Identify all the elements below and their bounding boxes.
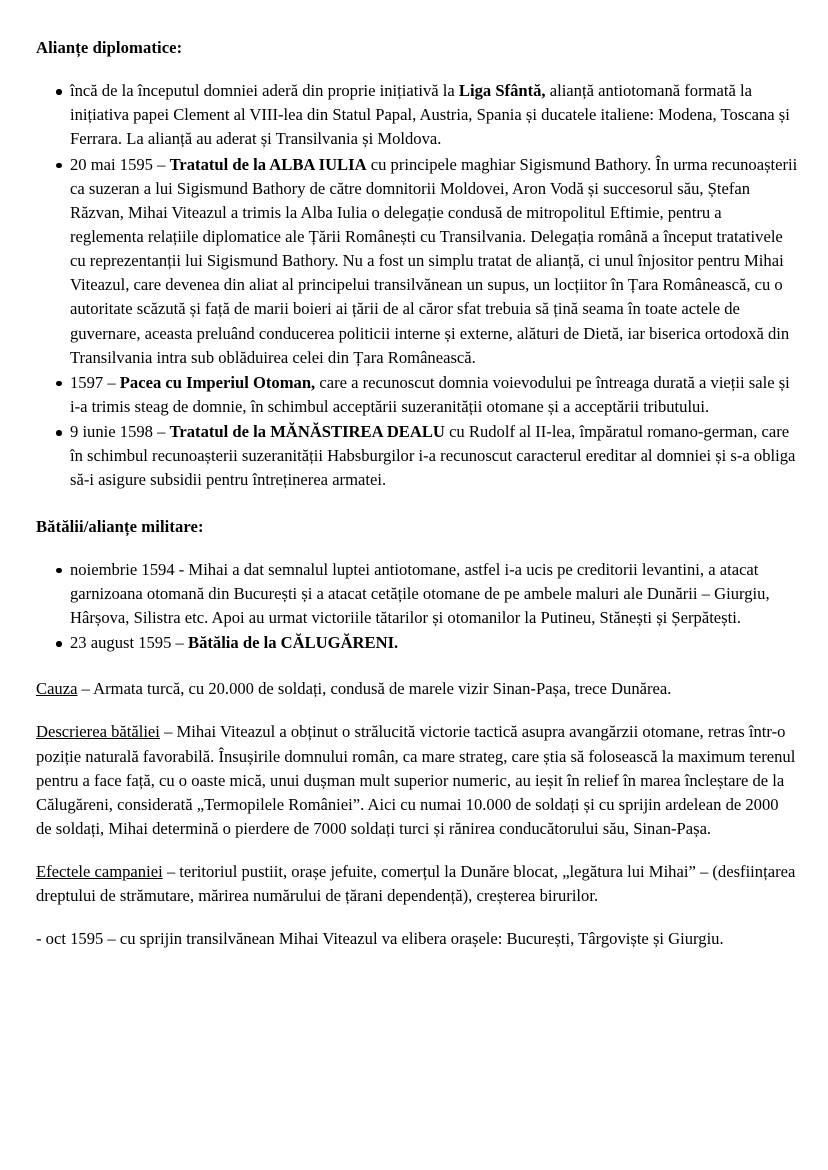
- list-item-text: [70, 558, 798, 630]
- spacer: [36, 841, 798, 860]
- list-item: [36, 420, 798, 492]
- bullet-list-batalii-militare: [36, 558, 798, 656]
- list-item: [36, 558, 798, 630]
- list-item-text: [70, 153, 798, 370]
- list-item-text: [70, 79, 798, 151]
- paragraph-text-descrierea-bataliei: – Mihai Viteazul a obținut o strălucită victorie tactică asupra avangărzii otomane, retras într-o poziție naturală favorabilă. Însușirile domnului român, ca mare strateg, care știa să folosească la maximum terenul pentru a face față, cu o oaste mică, unui dușman mult superior numeric, au ieșit în relief în marea încleștare de la Călugăreni, considerată „Termopilele României”. Aici cu numai 10.000 de soldați și cu sprijin ardelean de 2000 de soldați, Mihai determină o pierdere de 7000 soldați turci și rănirea conducătorului său, Sinan-Pașa.: [36, 722, 796, 838]
- bullet-list-aliante-diplomatice: [36, 79, 798, 492]
- list-item-text-bold: Liga Sfântă,: [458, 81, 546, 101]
- spacer: [36, 539, 798, 558]
- list-item-text: [70, 371, 798, 419]
- list-item-text-bold: Pacea cu Imperiul Otoman,: [119, 372, 316, 392]
- list-item-text: [70, 631, 798, 655]
- paragraph-label-cauza: Cauza: [36, 679, 78, 699]
- paragraph-efectele-campaniei: [36, 860, 798, 908]
- list-item: [36, 153, 798, 370]
- spacer: [36, 60, 798, 79]
- paragraph-descrierea-bataliei: [36, 720, 798, 841]
- list-item: [36, 79, 798, 151]
- spacer: [36, 493, 798, 515]
- list-item-text-post: alianță antiotomană formată la inițiativa papei Clement al VIII-lea din Statul Papal, Austria, Spania și ducatele italiene: Modena, Toscana și Ferrara. La alianță au aderat și Transilvania și Moldova.: [70, 81, 790, 149]
- list-item-text-post: cu Rudolf al II-lea, împăratul romano-german, care în schimbul recunoașterii suzeranității Habsburgilor i-a recunoscut caracterul ereditar al domniei și s-a obliga să-i asigure subsidii pentru întreținerea armatei.: [70, 422, 796, 490]
- list-item-text-pre: noiembrie 1594 - Mihai a dat semnalul luptei antiotomane, astfel i-a ucis pe creditorii levantini, a atacat garnizoana otomană din București și a atacat cetățile otomane de pe ambele maluri ale Dunării – Giurgiu, Hârșova, Silistra etc. Apoi au urmat victoriile tătarilor și otomanilor la Putineu, Stănești și Șerpătești.: [70, 559, 770, 627]
- list-item-text-bold: Tratatul de la MĂNĂSTIREA DEALU: [169, 422, 445, 442]
- paragraph-label-efectele-campaniei: Efectele campaniei: [36, 862, 163, 882]
- paragraph-label-descrierea-bataliei: Descrierea bătăliei: [36, 722, 160, 742]
- list-item: [36, 371, 798, 419]
- spacer: [36, 655, 798, 677]
- list-item-text-post: cu principele maghiar Sigismund Bathory. În urma recunoașterii ca suzeran a lui Sigismund Bathory de către domnitorii Moldovei, Aron Vodă și succesorul său, Ștefan Răzvan, Mihai Viteazul a trimis la Alba Iulia o delegație condusă de mitropolitul Eftimie, pentru a reglementa relațiile diplomatice ale Țării Românești cu Transilvania. Delegația română a început tratativele cu reprezentanții lui Sigismund Bathory. Nu a fost un simplu tratat de alianță, ci unul înjositor pentru Mihai Viteazul, care devenea din aliat al principelui transilvănean un supus, un locțiitor în Țara Românească, cu o autoritate scăzută și față de marii boieri ai țării de al căror sfat trebuia să țină seama în toate actele de guvernare, aceasta preluând conducerea politicii interne și externe, alături de Dietă, iar biserica ortodoxă din Transilvania intra sub oblăduirea celei din Țara Românească.: [70, 154, 798, 367]
- paragraph-cauza: [36, 677, 798, 701]
- spacer: [36, 701, 798, 720]
- list-item-text-bold: Bătălia de la CĂLUGĂRENI.: [188, 633, 399, 653]
- paragraph-text-cauza: – Armata turcă, cu 20.000 de soldați, condusă de marele vizir Sinan-Pașa, trece Dunărea.: [77, 679, 672, 699]
- list-item-text-post: care a recunoscut domnia voievodului pe întreaga durată a vieții sale și i-a trimis steag de domnie, în schimbul acceptării suzeranității otomane și a acceptării tributului.: [70, 372, 790, 416]
- paragraph-oct-1595: [36, 927, 798, 951]
- list-item-text-pre: 20 mai 1595 –: [70, 154, 170, 174]
- list-item-text-bold: Tratatul de la ALBA IULIA: [169, 154, 367, 174]
- list-item-text: [70, 420, 798, 492]
- section-heading-batalii-aliante-militare: Bătălii/alianțe militare:: [36, 516, 204, 536]
- list-item: [36, 631, 798, 655]
- document-body: [36, 36, 798, 952]
- list-item-text-pre: încă de la începutul domniei aderă din proprie inițiativă la: [70, 81, 459, 101]
- section-heading-aliante-diplomatice: Alianțe diplomatice:: [36, 38, 183, 57]
- paragraph-text-efectele-campaniei: – teritoriul pustiit, orașe jefuite, comerțul la Dunăre blocat, „legătura lui Mihai” – (desființarea dreptului de strămutare, mărirea numărului de țărani dependență), creșterea birurilor.: [36, 862, 796, 906]
- list-item-text-pre: 9 iunie 1598 –: [70, 422, 170, 442]
- paragraph-text-oct-1595: - oct 1595 – cu sprijin transilvănean Mihai Viteazul va elibera orașele: București, Târgoviște și Giurgiu.: [36, 929, 724, 949]
- list-item-text-pre: 23 august 1595 –: [70, 633, 188, 653]
- list-item-text-pre: 1597 –: [70, 372, 120, 392]
- spacer: [36, 908, 798, 927]
